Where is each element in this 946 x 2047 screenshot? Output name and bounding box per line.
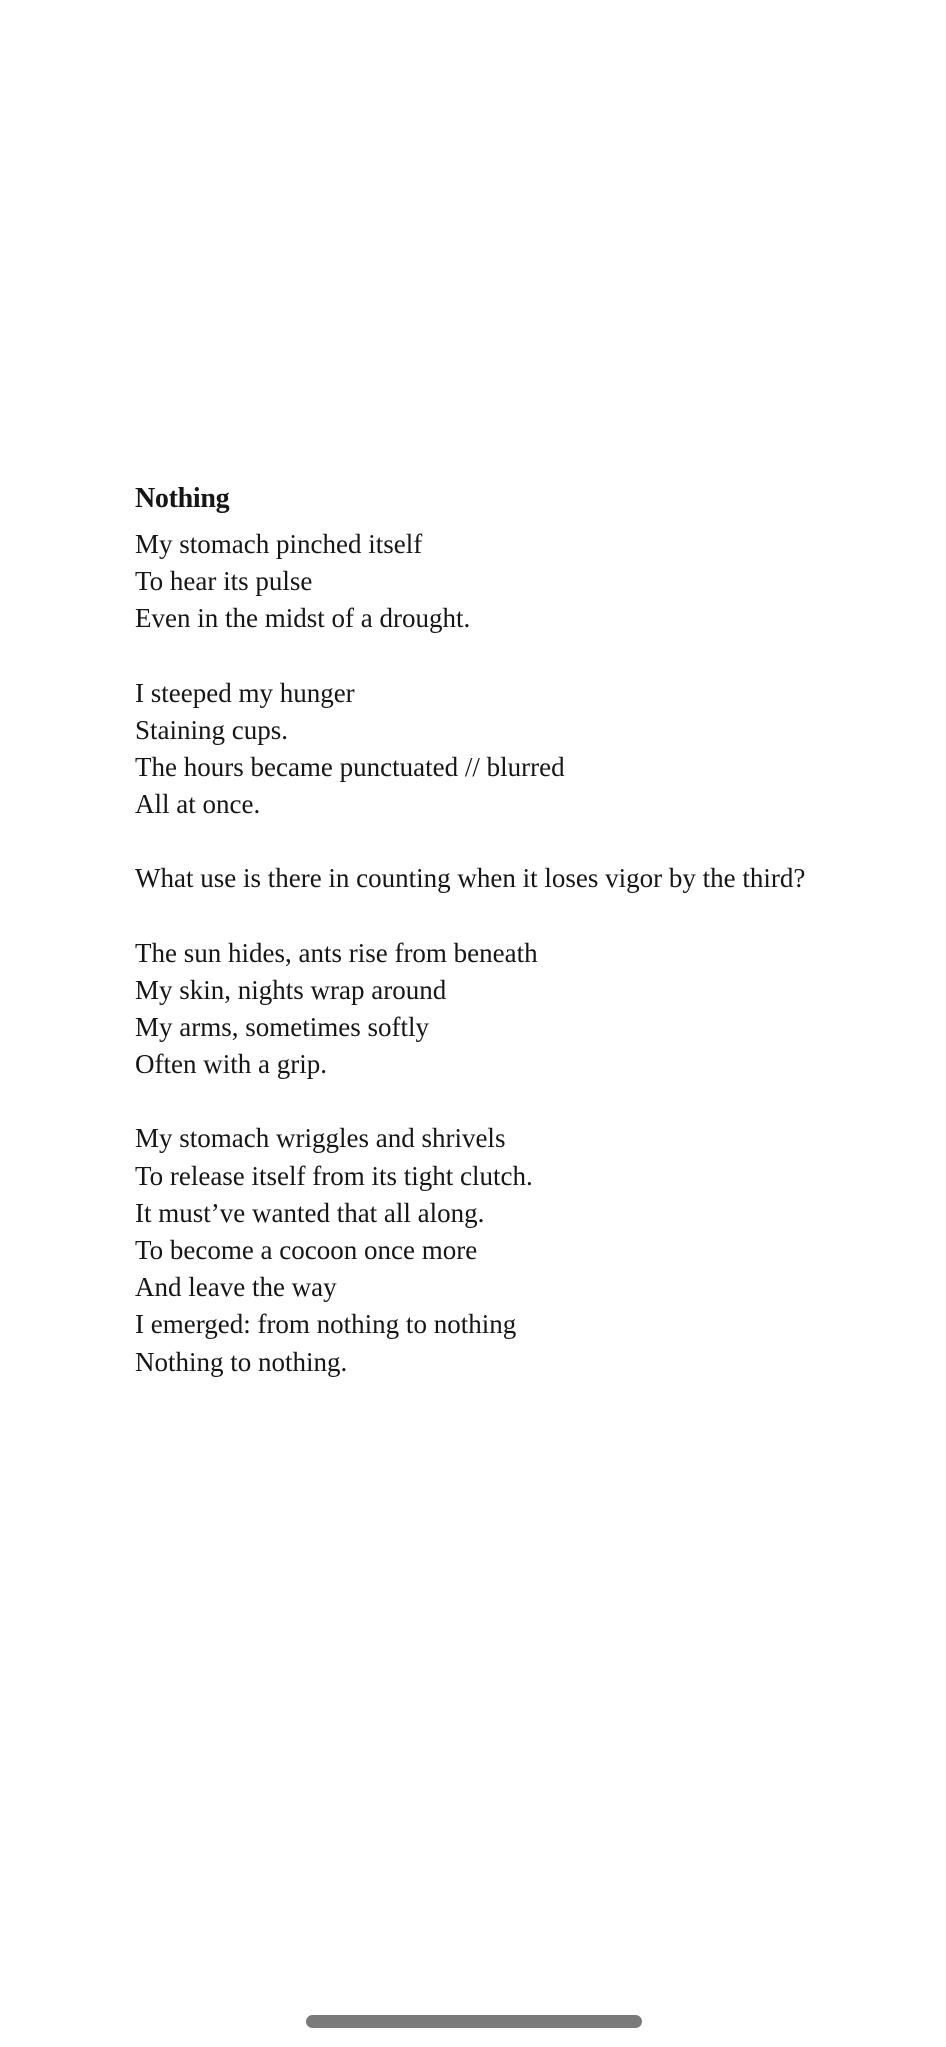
poem-line: To become a cocoon once more bbox=[135, 1235, 478, 1266]
poem-title: Nothing bbox=[135, 483, 230, 514]
poem-line: My stomach pinched itself bbox=[135, 529, 423, 559]
poem bbox=[135, 480, 915, 1418]
stanza-3 bbox=[135, 860, 915, 897]
poem-line: It must’ve wanted that all along. bbox=[135, 1197, 485, 1228]
stanza-4 bbox=[135, 935, 915, 1084]
poem-line: Nothing to nothing. bbox=[135, 1346, 348, 1377]
poem-line: What use is there in counting when it loses vigor by the third? bbox=[135, 863, 806, 894]
stanza-5 bbox=[135, 1120, 915, 1380]
poem-line: I steeped my hunger bbox=[135, 677, 355, 708]
poem-line: The sun hides, ants rise from beneath bbox=[135, 937, 538, 968]
poem-line: My arms, sometimes softly bbox=[135, 1012, 429, 1043]
poem-line: My skin, nights wrap around bbox=[135, 974, 447, 1005]
poem-line: My stomach wriggles and shrivels bbox=[135, 1123, 506, 1154]
stanza-1 bbox=[135, 526, 915, 638]
poem-line: Even in the midst of a drought. bbox=[135, 603, 471, 634]
poem-line: To release itself from its tight clutch. bbox=[135, 1160, 533, 1191]
poem-line: All at once. bbox=[135, 789, 261, 820]
poem-line: And leave the way bbox=[135, 1272, 337, 1303]
poem-line: Staining cups. bbox=[135, 714, 288, 745]
stanza-2 bbox=[135, 675, 915, 824]
home-indicator[interactable] bbox=[306, 2015, 642, 2028]
poem-line: Often with a grip. bbox=[135, 1049, 327, 1080]
poem-line: I emerged: from nothing to nothing bbox=[135, 1309, 517, 1340]
poem-line: The hours became punctuated // blurred bbox=[135, 752, 565, 783]
poem-line: To hear its pulse bbox=[135, 566, 313, 597]
